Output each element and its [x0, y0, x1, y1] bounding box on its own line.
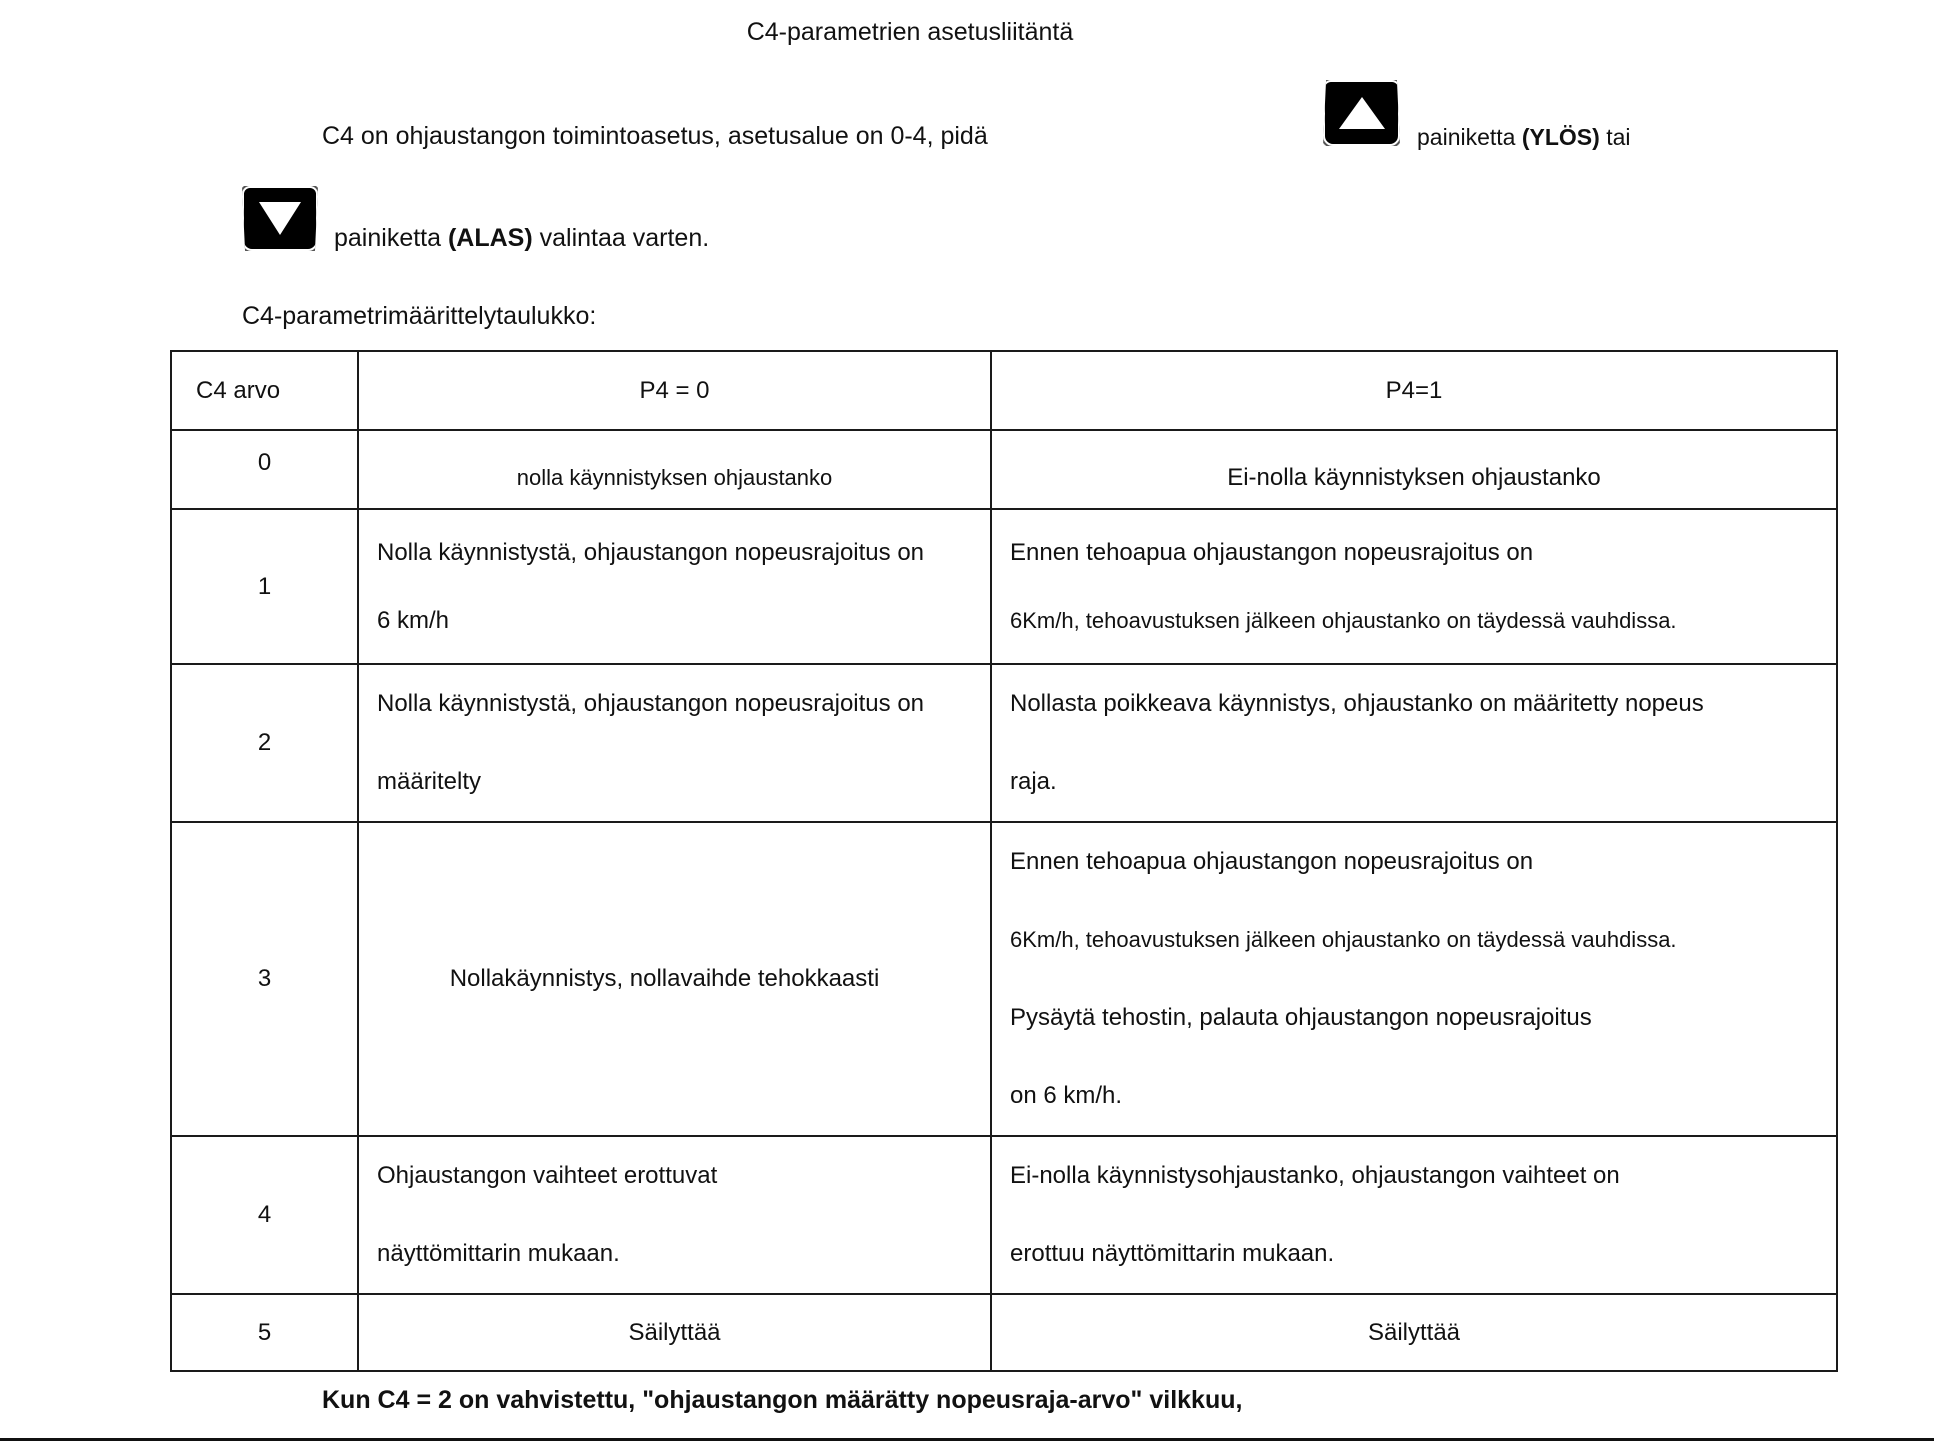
intro-line-1: C4 on ohjaustangon toimintoasetus, asetusalue on 0-4, pidä — [322, 122, 988, 150]
table-row — [171, 664, 1837, 822]
p4-0-cell — [358, 1136, 991, 1294]
table-row — [171, 509, 1837, 664]
c4-value-cell: 4 — [171, 1136, 358, 1294]
page-title: C4-parametrien asetusliitäntä — [746, 18, 1074, 46]
table-row — [171, 822, 1837, 1136]
p4-0-cell — [358, 509, 991, 664]
p4-1-cell — [991, 664, 1837, 822]
cell-line: Nollasta poikkeava käynnistys, ohjaustanko on määritetty nopeus — [1010, 690, 1704, 717]
cell-line: Ohjaustangon vaihteet erottuvat — [377, 1162, 718, 1189]
cell-line: on 6 km/h. — [1010, 1082, 1123, 1109]
cell-line: Pysäytä tehostin, palauta ohjaustangon nopeusrajoitus — [1010, 1004, 1592, 1031]
c4-value-cell: 2 — [171, 664, 358, 822]
cell-line: Nolla käynnistystä, ohjaustangon nopeusrajoitus on — [377, 538, 925, 566]
c4-value-cell: 1 — [171, 509, 358, 664]
down-arrow-button-icon — [242, 186, 318, 251]
cell-line: näyttömittarin mukaan. — [377, 1240, 620, 1267]
cell-line: Ei-nolla käynnistysohjaustanko, ohjaustangon vaihteet on — [1010, 1162, 1620, 1189]
table-row — [171, 430, 1837, 509]
intro-up-prefix: painiketta — [1417, 124, 1522, 150]
page-bottom-divider — [0, 1438, 1934, 1441]
table-row — [171, 1136, 1837, 1294]
cell-line: Nolla käynnistystä, ohjaustangon nopeusrajoitus on — [377, 690, 925, 717]
table-row — [171, 1294, 1837, 1371]
cell-line: Ennen tehoapua ohjaustangon nopeusrajoitus on — [1010, 538, 1534, 566]
intro-up-suffix: tai — [1599, 124, 1631, 150]
table-caption: C4-parametrimäärittelytaulukko: — [242, 302, 597, 330]
p4-0-cell — [358, 664, 991, 822]
p4-1-cell: Ei-nolla käynnistyksen ohjaustanko — [991, 430, 1837, 509]
cell-line: 6Km/h, tehoavustuksen jälkeen ohjaustanko on täydessä vauhdissa. — [1010, 607, 1677, 633]
header-c4-value: C4 arvo — [171, 351, 358, 430]
p4-1-cell: Säilyttää — [991, 1294, 1837, 1371]
p4-1-cell — [991, 822, 1837, 1136]
intro-line-1-suffix — [1417, 124, 1631, 151]
table-header-row — [171, 351, 1837, 430]
cell-line: erottuu näyttömittarin mukaan. — [1010, 1240, 1335, 1267]
triangle-down-icon — [259, 202, 301, 235]
header-p4-1: P4=1 — [991, 351, 1837, 430]
c4-value-cell: 0 — [171, 430, 358, 509]
intro-down-prefix: painiketta — [334, 224, 448, 252]
triangle-up-icon — [1339, 97, 1385, 129]
p4-0-cell: Nollakäynnistys, nollavaihde tehokkaasti — [358, 822, 991, 1136]
c4-value-cell: 3 — [171, 822, 358, 1136]
intro-up-label: (YLÖS) — [1521, 124, 1600, 150]
cell-line: raja. — [1010, 768, 1057, 795]
intro-line-2 — [334, 224, 709, 253]
p4-0-cell: nolla käynnistyksen ohjaustanko — [358, 430, 991, 509]
cell-line: Ennen tehoapua ohjaustangon nopeusrajoitus on — [1010, 848, 1534, 875]
p4-0-cell: Säilyttää — [358, 1294, 991, 1371]
p4-1-cell — [991, 509, 1837, 664]
c4-value-cell: 5 — [171, 1294, 358, 1371]
cell-line: määritelty — [377, 768, 482, 795]
up-arrow-button-icon — [1323, 80, 1400, 146]
cell-line: 6Km/h, tehoavustuksen jälkeen ohjaustanko on täydessä vauhdissa. — [1010, 927, 1677, 952]
intro-down-suffix: valintaa varten. — [532, 224, 710, 252]
cell-line: 6 km/h — [377, 606, 450, 634]
c4-parameter-table — [170, 350, 1838, 1372]
intro-down-label: (ALAS) — [447, 224, 533, 252]
p4-1-cell — [991, 1136, 1837, 1294]
header-p4-0: P4 = 0 — [358, 351, 991, 430]
footer-note: Kun C4 = 2 on vahvistettu, "ohjaustangon määrätty nopeusraja-arvo" vilkkuu, — [322, 1386, 1243, 1414]
